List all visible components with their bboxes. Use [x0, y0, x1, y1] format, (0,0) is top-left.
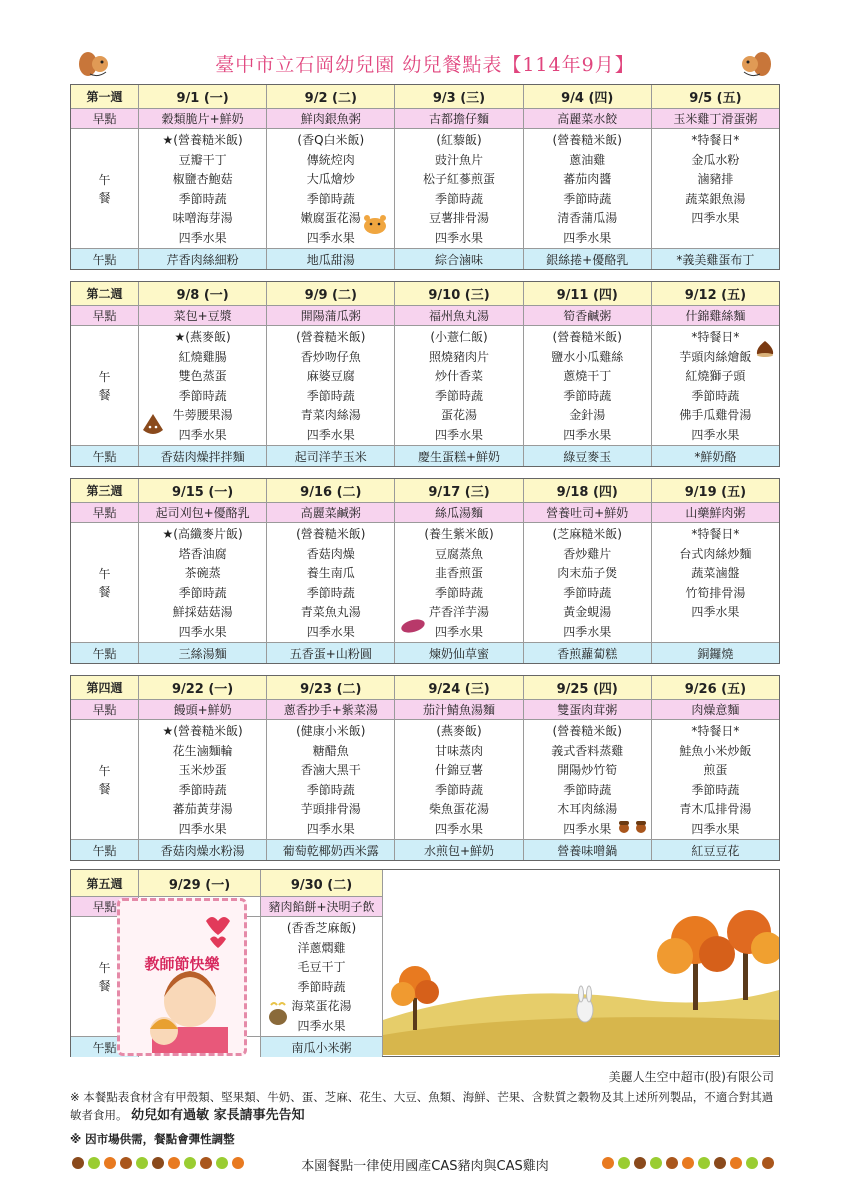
- breakfast-cell: 起司刈包+優酪乳: [139, 503, 267, 522]
- menu-item: 四季水果: [691, 211, 740, 226]
- menu-item: (養生紫米飯): [424, 527, 494, 541]
- menu-item: *特餐日*: [691, 724, 740, 738]
- menu-item: 蕃茄肉醬: [563, 172, 612, 187]
- menu-item: 季節時蔬: [563, 388, 612, 403]
- menu-item: 四季水果: [691, 821, 740, 836]
- menu-item: [652, 229, 779, 248]
- menu-item: 豆腐蒸魚: [435, 546, 484, 561]
- breakfast-cell: 穀類脆片+鮮奶: [139, 109, 267, 128]
- menu-item: 蔬菜銀魚湯: [685, 191, 746, 206]
- week-header-row: [71, 282, 779, 306]
- menu-item: 養生南瓜: [306, 566, 355, 581]
- breakfast-cell: 茄汁鯖魚湯麵: [395, 700, 523, 719]
- day-header: 9/4 (四): [524, 85, 652, 108]
- menu-item: 竹筍排骨湯: [685, 585, 746, 600]
- day-header: 9/30 (二): [290, 877, 353, 893]
- breakfast-cell: 豬肉餡餅+決明子飲: [268, 900, 375, 914]
- day-header: 9/26 (五): [684, 682, 747, 697]
- menu-item: 季節時蔬: [435, 585, 484, 600]
- menu-item: (燕麥飯): [436, 724, 482, 738]
- week-header-row: [71, 676, 779, 700]
- snack-cell: *鮮奶酪: [694, 449, 737, 464]
- day-header: 9/9 (二): [267, 282, 395, 305]
- cas-meat-note: 本園餐點一律使用國產CAS豬肉與CAS雞肉: [301, 1159, 549, 1174]
- snack-label: 午點: [71, 840, 139, 860]
- day-header: 9/23 (二): [267, 676, 395, 699]
- menu-item: 蕃茄黃芽湯: [172, 802, 233, 817]
- breakfast-cell: 開陽蒲瓜粥: [267, 306, 395, 325]
- menu-item: 四季水果: [306, 624, 355, 639]
- snack-cell: 三絲湯麵: [139, 643, 267, 663]
- menu-item: 開陽炒竹筍: [557, 763, 618, 778]
- menu-item: 麻婆豆腐: [306, 369, 355, 384]
- menu-item: 雙色蒸蛋: [178, 369, 227, 384]
- menu-item: (香Q白米飯): [297, 133, 365, 147]
- menu-item: 四季水果: [691, 605, 740, 620]
- breakfast-cell: 福州魚丸湯: [395, 306, 523, 325]
- day-header: 9/16 (二): [267, 479, 395, 502]
- menu-item: 豉汁魚片: [435, 152, 484, 167]
- day-header: 9/10 (三): [395, 282, 523, 305]
- lunch-cell: [139, 720, 267, 839]
- snack-cell: 銅鑼燒: [697, 646, 734, 661]
- breakfast-label: 早點: [71, 700, 139, 719]
- snack-cell: 綠豆麥玉: [524, 446, 652, 466]
- menu-item: 義式香料蒸雞: [551, 743, 624, 758]
- snack-cell: *義美雞蛋布丁: [676, 252, 755, 267]
- snack-cell: 起司洋芋玉米: [267, 446, 395, 466]
- snack-cell: 南瓜小米粥: [291, 1040, 352, 1055]
- breakfast-cell: 肉燥意麵: [691, 703, 740, 717]
- menu-item: (營養糙米飯): [552, 330, 622, 344]
- menu-item: ★(營養糙米飯): [162, 133, 243, 147]
- menu-item: 大瓜燴炒: [306, 172, 355, 187]
- day-header: 9/29 (一): [139, 870, 261, 896]
- menu-item: 四季水果: [563, 624, 612, 639]
- day-header: 9/18 (四): [524, 479, 652, 502]
- menu-item: (紅藜飯): [436, 133, 482, 147]
- menu-item: 毛豆干丁: [297, 960, 346, 975]
- menu-item: (芝麻糙米飯): [552, 527, 622, 541]
- menu-item: 玉米炒蛋: [178, 763, 227, 778]
- lunch-cell: [267, 720, 395, 839]
- lunch-label: 午 餐: [71, 917, 139, 1036]
- teachers-day-card: [117, 898, 247, 1056]
- menu-item: *特餐日*: [691, 527, 740, 541]
- menu-item: 傳統焢肉: [306, 152, 355, 167]
- week-1-table: [70, 84, 780, 270]
- menu-item: (健康小米飯): [296, 724, 366, 738]
- snack-cell: 慶生蛋糕+鮮奶: [395, 446, 523, 466]
- snack-cell: 煉奶仙草蜜: [395, 643, 523, 663]
- menu-item: 四季水果: [563, 230, 612, 245]
- menu-item: 牛蒡腰果湯: [172, 408, 233, 423]
- lunch-cell: [395, 326, 523, 445]
- snack-cell: 葡萄乾椰奶西米露: [267, 840, 395, 860]
- menu-item: 芹香洋芋湯: [429, 605, 490, 620]
- day-header: 9/3 (三): [395, 85, 523, 108]
- menu-item: ★(營養糙米飯): [162, 724, 243, 738]
- menu-item: 椒鹽杏鮑菇: [172, 172, 233, 187]
- week-header-row: [71, 870, 382, 897]
- menu-item: 茶碗蒸: [184, 566, 221, 581]
- day-header: 9/19 (五): [684, 485, 747, 500]
- menu-item: 鹽水小瓜雞絲: [551, 349, 624, 364]
- menu-item: 炒什香菜: [435, 369, 484, 384]
- breakfast-row: [71, 700, 779, 720]
- chestnut-character-icon: [141, 412, 165, 441]
- autumn-trees-illustration: [383, 870, 779, 1055]
- menu-item: (營養糙米飯): [552, 133, 622, 147]
- lunch-label: 午 餐: [71, 720, 139, 839]
- lunch-row: [71, 129, 779, 249]
- menu-item: 金瓜水粉: [691, 152, 740, 167]
- day-header: 9/8 (一): [139, 282, 267, 305]
- lunch-cell: [395, 129, 523, 248]
- snack-cell: 芹香肉絲細粉: [139, 249, 267, 269]
- menu-item: 四季水果: [563, 427, 612, 442]
- day-header: 9/22 (一): [139, 676, 267, 699]
- snack-cell: 綜合滷味: [395, 249, 523, 269]
- lunch-cell: [652, 720, 779, 839]
- day-header: 9/2 (二): [267, 85, 395, 108]
- menu-item: *特餐日*: [691, 330, 740, 344]
- breakfast-cell: 蔥香抄手+紫菜湯: [267, 700, 395, 719]
- breakfast-cell: 雙蛋肉茸粥: [524, 700, 652, 719]
- allergy-note: [70, 1088, 780, 1125]
- sweet-potato-icon: [399, 617, 427, 638]
- menu-item: 季節時蔬: [691, 388, 740, 403]
- day-header: 9/1 (一): [139, 85, 267, 108]
- page-title: [0, 50, 850, 77]
- menu-item: 香炒吻仔魚: [300, 349, 361, 364]
- menu-item: 芋頭肉絲燴飯: [679, 349, 752, 364]
- snack-cell: 香煎蘿蔔糕: [524, 643, 652, 663]
- breakfast-cell: 菜包+豆漿: [139, 306, 267, 325]
- week-label: 第五週: [71, 870, 139, 896]
- lunch-cell: [139, 326, 267, 445]
- menu-item: 季節時蔬: [306, 585, 355, 600]
- menu-item: 季節時蔬: [563, 585, 612, 600]
- menu-item: 季節時蔬: [435, 388, 484, 403]
- teachers-day-text: 教師節快樂: [144, 955, 220, 973]
- fruit-decoration-right: [600, 1154, 780, 1172]
- menu-item: 木耳肉絲湯: [557, 802, 618, 817]
- week-label: 第三週: [71, 479, 139, 502]
- menu-item: 四季水果: [435, 230, 484, 245]
- lunch-label: 午 餐: [71, 129, 139, 248]
- snack-cell: 香菇肉燥水粉湯: [139, 840, 267, 860]
- menu-item: 佛手瓜雞骨湯: [679, 408, 752, 423]
- menu-item: 金針湯: [569, 408, 606, 423]
- lunch-label: 午 餐: [71, 326, 139, 445]
- menu-item: 松子紅蔘煎蛋: [423, 172, 496, 187]
- autumn-landscape: [383, 870, 779, 1056]
- menu-item: 香炒雞片: [563, 546, 612, 561]
- menu-item: 鮭魚小米炒飯: [679, 743, 752, 758]
- lunch-cell: [267, 523, 395, 642]
- breakfast-cell: 饅頭+鮮奶: [139, 700, 267, 719]
- menu-item: 海菜蛋花湯: [291, 999, 352, 1014]
- menu-item: 四季水果: [306, 821, 355, 836]
- breakfast-cell: 筍香鹹粥: [524, 306, 652, 325]
- menu-item: 四季水果: [178, 821, 227, 836]
- menu-item: 柴魚蛋花湯: [429, 802, 490, 817]
- menu-item: 季節時蔬: [297, 979, 346, 994]
- day-header: 9/24 (三): [395, 676, 523, 699]
- menu-item: 蛋花湯: [441, 408, 478, 423]
- lunch-cell: [524, 129, 652, 248]
- menu-item: 韭香煎蛋: [435, 566, 484, 581]
- menu-item: 照燒豬肉片: [429, 349, 490, 364]
- lunch-cell: [267, 326, 395, 445]
- menu-item: 季節時蔬: [178, 585, 227, 600]
- breakfast-cell: 山藥鮮肉粥: [685, 506, 746, 520]
- menu-item: (營養糙米飯): [552, 724, 622, 738]
- menu-item: 四季水果: [691, 427, 740, 442]
- snack-cell: 地瓜甜湯: [267, 249, 395, 269]
- lunch-cell: [524, 326, 652, 445]
- menu-item: 四季水果: [435, 427, 484, 442]
- menu-item: (小薏仁飯): [430, 330, 488, 344]
- lunch-cell: [139, 129, 267, 248]
- menu-item: 季節時蔬: [306, 388, 355, 403]
- menu-item: 四季水果: [178, 624, 227, 639]
- menu-item: 季節時蔬: [435, 782, 484, 797]
- menu-item: 糖醋魚: [312, 743, 349, 758]
- menu-item: 紅燒雞腸: [178, 349, 227, 364]
- menu-item: 黃金蜆湯: [563, 605, 612, 620]
- menu-item: 季節時蔬: [563, 191, 612, 206]
- breakfast-label: 早點: [71, 306, 139, 325]
- snack-cell: 紅豆豆花: [691, 843, 740, 858]
- menu-item: 滷豬排: [697, 172, 734, 187]
- breakfast-cell: 高麗菜鹹粥: [267, 503, 395, 522]
- menu-item: 季節時蔬: [435, 191, 484, 206]
- menu-item: 洋蔥燜雞: [297, 940, 346, 955]
- menu-item: 四季水果: [297, 1018, 346, 1033]
- snack-row: [71, 840, 779, 860]
- breakfast-cell: 營養吐司+鮮奶: [524, 503, 652, 522]
- week-label: 第二週: [71, 282, 139, 305]
- menu-item: 季節時蔬: [306, 191, 355, 206]
- menu-item: 煎蛋: [703, 763, 728, 778]
- menu-item: 紅燒獅子頭: [685, 369, 746, 384]
- day-header: 9/17 (三): [395, 479, 523, 502]
- menu-item: 季節時蔬: [691, 782, 740, 797]
- supplier-name: 美麗人生空中超市(股)有限公司: [608, 1070, 774, 1084]
- menu-item: 青菜魚丸湯: [300, 605, 361, 620]
- lunch-label: 午 餐: [71, 523, 139, 642]
- menu-item: (香香芝麻飯): [286, 921, 357, 935]
- menu-item: 肉末茄子煲: [557, 566, 618, 581]
- day-header: 9/5 (五): [689, 91, 742, 106]
- menu-item: 花生滷麵輪: [172, 743, 233, 758]
- breakfast-cell: 玉米雞丁滑蛋粥: [673, 112, 758, 126]
- menu-item: 四季水果: [306, 230, 355, 245]
- lunch-cell: [261, 917, 382, 1036]
- breakfast-cell: 高麗菜水餃: [524, 109, 652, 128]
- menu-item: 香滷大黑干: [300, 763, 361, 778]
- menu-item: 季節時蔬: [178, 388, 227, 403]
- breakfast-row: [71, 109, 779, 129]
- menu-item: 豆瓣干丁: [178, 152, 227, 167]
- allergy-note-text: ※ 本餐點表食材含有甲殼類、堅果類、牛奶、蛋、芝麻、花生、大豆、魚類、海鮮、芒果、含麩質之穀物及其上述所列製品，不適合對其過敏者食用。: [70, 1090, 774, 1122]
- menu-item: 什錦豆薯: [435, 763, 484, 778]
- snack-label: 午點: [71, 643, 139, 663]
- menu-item: ★(高纖麥片飯): [162, 527, 243, 541]
- menu-item: [652, 623, 779, 642]
- menu-item: 豆薯排骨湯: [429, 211, 490, 226]
- menu-item: 蔥油雞: [569, 152, 606, 167]
- day-header: 9/15 (一): [139, 479, 267, 502]
- week-label: 第四週: [71, 676, 139, 699]
- lunch-row: [71, 720, 779, 840]
- lunch-cell: [652, 523, 779, 642]
- menu-item: 四季水果: [435, 821, 484, 836]
- snack-cell: 水煎包+鮮奶: [395, 840, 523, 860]
- snack-cell: 五香蛋+山粉圓: [267, 643, 395, 663]
- menu-item: 青菜肉絲湯: [300, 408, 361, 423]
- breakfast-cell: 古都擔仔麵: [395, 109, 523, 128]
- menu-item: 四季水果: [178, 230, 227, 245]
- breakfast-cell: 什錦雞絲麵: [685, 309, 746, 323]
- menu-item: 甘味蒸肉: [435, 743, 484, 758]
- breakfast-row: [71, 306, 779, 326]
- snack-row: [71, 249, 779, 269]
- menu-item: (營養糙米飯): [296, 527, 366, 541]
- menu-item: 季節時蔬: [306, 782, 355, 797]
- menu-item: *特餐日*: [691, 133, 740, 147]
- week-4-table: [70, 675, 780, 861]
- menu-item: (營養糙米飯): [296, 330, 366, 344]
- menu-item: 季節時蔬: [178, 191, 227, 206]
- pot-icon: [265, 999, 291, 1030]
- lunch-cell: [524, 720, 652, 839]
- snack-cell: 銀絲捲+優酪乳: [524, 249, 652, 269]
- acorn-icon: [617, 818, 651, 837]
- breakfast-label: 早點: [71, 503, 139, 522]
- title-month: 【114年9月】: [502, 54, 635, 76]
- menu-item: 四季水果: [435, 624, 484, 639]
- lunch-cell: [395, 523, 523, 642]
- lunch-cell: [267, 129, 395, 248]
- snack-row: [71, 446, 779, 466]
- menu-item: 香菇肉燥: [306, 546, 355, 561]
- week-2-table: [70, 281, 780, 467]
- snack-label: 午點: [71, 446, 139, 466]
- menu-item: 清香蒲瓜湯: [557, 211, 618, 226]
- hamster-icon: [362, 213, 388, 238]
- day-header: 9/12 (五): [684, 288, 747, 303]
- chestnut-icon: [755, 340, 775, 361]
- teacher-and-child-illustration: [120, 901, 247, 1056]
- menu-item: 四季水果: [563, 821, 612, 836]
- lunch-cell: [395, 720, 523, 839]
- title-text: 臺中市立石岡幼兒園 幼兒餐點表: [215, 54, 503, 76]
- menu-item: 鮮採菇菇湯: [172, 605, 233, 620]
- menu-item: 青木瓜排骨湯: [679, 802, 752, 817]
- lunch-cell: [652, 326, 779, 445]
- breakfast-cell: 鮮肉銀魚粥: [267, 109, 395, 128]
- week-5-table: [70, 869, 780, 1057]
- lunch-cell: [652, 129, 779, 248]
- week-3-table: [70, 478, 780, 664]
- menu-item: 嫩腐蛋花湯: [300, 211, 361, 226]
- menu-item: 塔香油腐: [178, 546, 227, 561]
- week-header-row: [71, 85, 779, 109]
- lunch-cell: [139, 523, 267, 642]
- menu-item: 蔥燒干丁: [563, 369, 612, 384]
- day-header: 9/25 (四): [524, 676, 652, 699]
- lunch-cell: [524, 523, 652, 642]
- snack-cell: 營養味噌鍋: [524, 840, 652, 860]
- menu-item: 台式肉絲炒麵: [679, 546, 752, 561]
- menu-item: 味噌海芽湯: [172, 211, 233, 226]
- breakfast-cell: 絲瓜湯麵: [395, 503, 523, 522]
- lunch-row: [71, 523, 779, 643]
- week-header-row: [71, 479, 779, 503]
- breakfast-label: 早點: [71, 109, 139, 128]
- menu-item: 蔬菜滷盤: [691, 566, 740, 581]
- menu-item: 四季水果: [306, 427, 355, 442]
- flexibility-note: ※ 因市場供需，餐點會彈性調整: [70, 1132, 235, 1146]
- menu-item: 季節時蔬: [178, 782, 227, 797]
- day-header: 9/11 (四): [524, 282, 652, 305]
- allergy-note-emphasis: 幼兒如有過敏 家長請事先告知: [131, 1108, 305, 1123]
- week-label: 第一週: [71, 85, 139, 108]
- menu-item: ★(燕麥飯): [174, 330, 231, 344]
- menu-item: 芋頭排骨湯: [300, 802, 361, 817]
- snack-row: [71, 643, 779, 663]
- snack-label: 午點: [71, 249, 139, 269]
- breakfast-label: 早點: [71, 897, 139, 916]
- menu-item: 季節時蔬: [563, 782, 612, 797]
- lunch-row: [71, 326, 779, 446]
- snack-label: 午點: [71, 1037, 139, 1057]
- breakfast-row: [71, 503, 779, 523]
- snack-cell: 香菇肉燥拌拌麵: [139, 446, 267, 466]
- menu-item: 四季水果: [178, 427, 227, 442]
